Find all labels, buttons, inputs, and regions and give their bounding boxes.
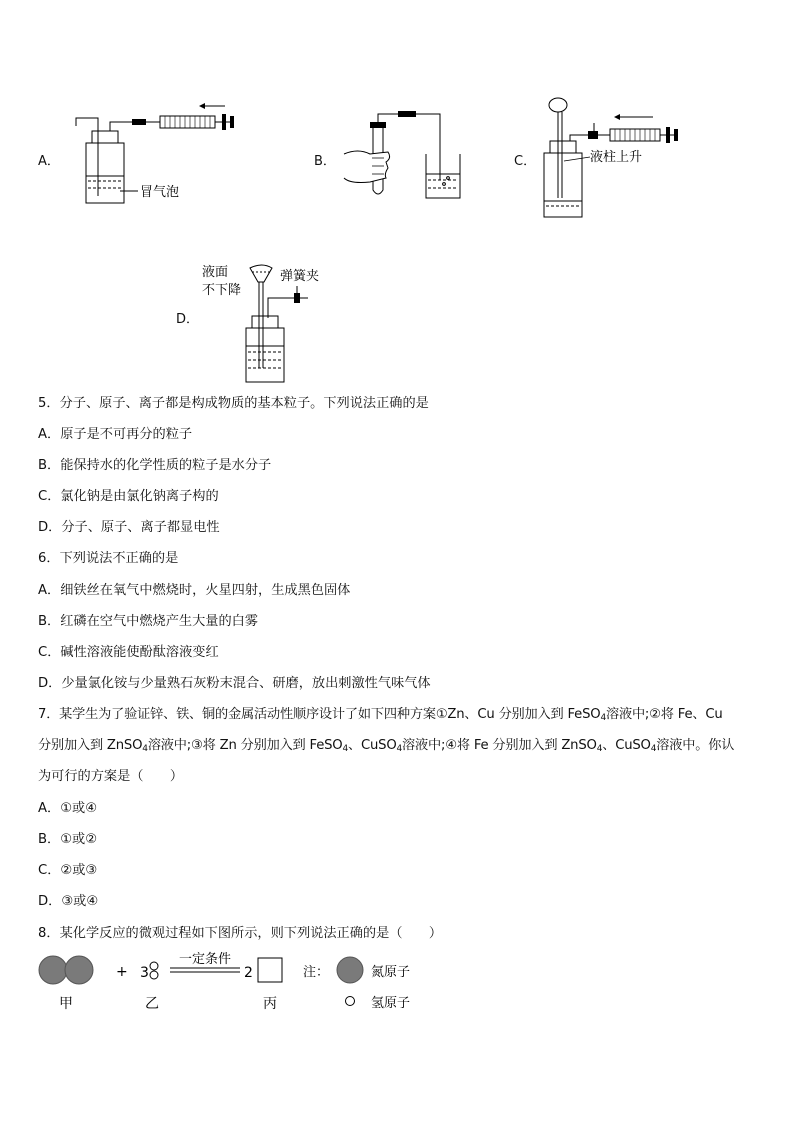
label-yi: 乙 (145, 996, 159, 1012)
q7-option-a[interactable]: A．①或④ (38, 801, 98, 816)
label-bing: 丙 (263, 996, 277, 1012)
hydrogen-atom (150, 962, 158, 970)
legend-note: 注： (303, 965, 330, 980)
legend-hydrogen-icon (346, 997, 355, 1006)
annotation-not-drop: 不下降 (202, 283, 242, 298)
q7-option-d[interactable]: D．③或④ (38, 894, 99, 909)
annotation-spring-clamp: 弹簧夹 (280, 269, 320, 284)
figure-a-wash-bottle-syringe (70, 98, 250, 208)
q8-reaction-diagram (30, 945, 430, 1020)
option-a-label: A． (38, 154, 60, 169)
q5-stem: 5．分子、原子、离子都是构成物质的基本粒子。下列说法正确的是 (38, 396, 429, 411)
plus-sign: + (116, 964, 128, 980)
figure-d-funnel-clamp (198, 258, 338, 388)
q7-option-b[interactable]: B．①或② (38, 832, 98, 847)
q7-option-c[interactable]: C．②或③ (38, 863, 98, 878)
q6-stem: 6．下列说法不正确的是 (38, 551, 179, 566)
annotation-column-rises: 液柱上升 (590, 150, 643, 165)
coef-b: 3 (140, 965, 149, 981)
q6-option-d[interactable]: D．少量氯化铵与少量熟石灰粉末混合、研磨，放出刺激性气味气体 (38, 676, 431, 691)
q6-option-c[interactable]: C．碱性溶液能使酚酞溶液变红 (38, 645, 219, 660)
hydrogen-atom (150, 971, 158, 979)
coef-c: 2 (244, 965, 253, 981)
q5-option-c[interactable]: C．氯化钠是由氯化钠离子构的 (38, 489, 219, 504)
q6-option-b[interactable]: B．红磷在空气中燃烧产生大量的白雾 (38, 614, 259, 629)
q7-stem-line1: 7．某学生为了验证锌、铁、铜的金属活动性顺序设计了如下四种方案①Zn、Cu 分别加入到 FeSO$_4$溶液中;②将 Fe、Cu (38, 707, 723, 723)
option-d-label: D． (176, 312, 200, 327)
legend-hydrogen-label: 氢原子 (371, 996, 411, 1011)
q5-option-a[interactable]: A．原子是不可再分的粒子 (38, 427, 193, 442)
q7-stem-line2: 分别加入到 ZnSO$_4$溶液中;③将 Zn 分别加入到 FeSO$_4$、CuSO$_4$溶液中;④将 Fe 分别加入到 ZnSO$_4$、CuSO$_4$溶液中。你认 (38, 738, 735, 754)
option-c-label: C． (514, 154, 537, 169)
figure-c-funnel-syringe (538, 93, 688, 223)
nitrogen-atom (65, 956, 93, 984)
q8-stem: 8．某化学反应的微观过程如下图所示，则下列说法正确的是（ ） (38, 926, 443, 941)
nitrogen-atom (39, 956, 67, 984)
annotation-bubbles: 冒气泡 (140, 185, 180, 200)
q6-option-a[interactable]: A．细铁丝在氧气中燃烧时，火星四射，生成黑色固体 (38, 583, 351, 598)
q5-option-b[interactable]: B．能保持水的化学性质的粒子是水分子 (38, 458, 272, 473)
reaction-condition: 一定条件 (178, 952, 232, 967)
figure-b-hand-heated-tube (340, 108, 470, 203)
legend-nitrogen-label: 氮原子 (371, 965, 411, 980)
legend-nitrogen-icon (337, 957, 363, 983)
q7-stem-line3: 为可行的方案是（ ） (38, 769, 184, 784)
q5-option-d[interactable]: D．分子、原子、离子都显电性 (38, 520, 220, 535)
label-jia: 甲 (59, 996, 73, 1012)
annotation-level: 液面 (202, 265, 229, 280)
option-b-label: B． (314, 154, 336, 169)
product-box (258, 958, 282, 982)
